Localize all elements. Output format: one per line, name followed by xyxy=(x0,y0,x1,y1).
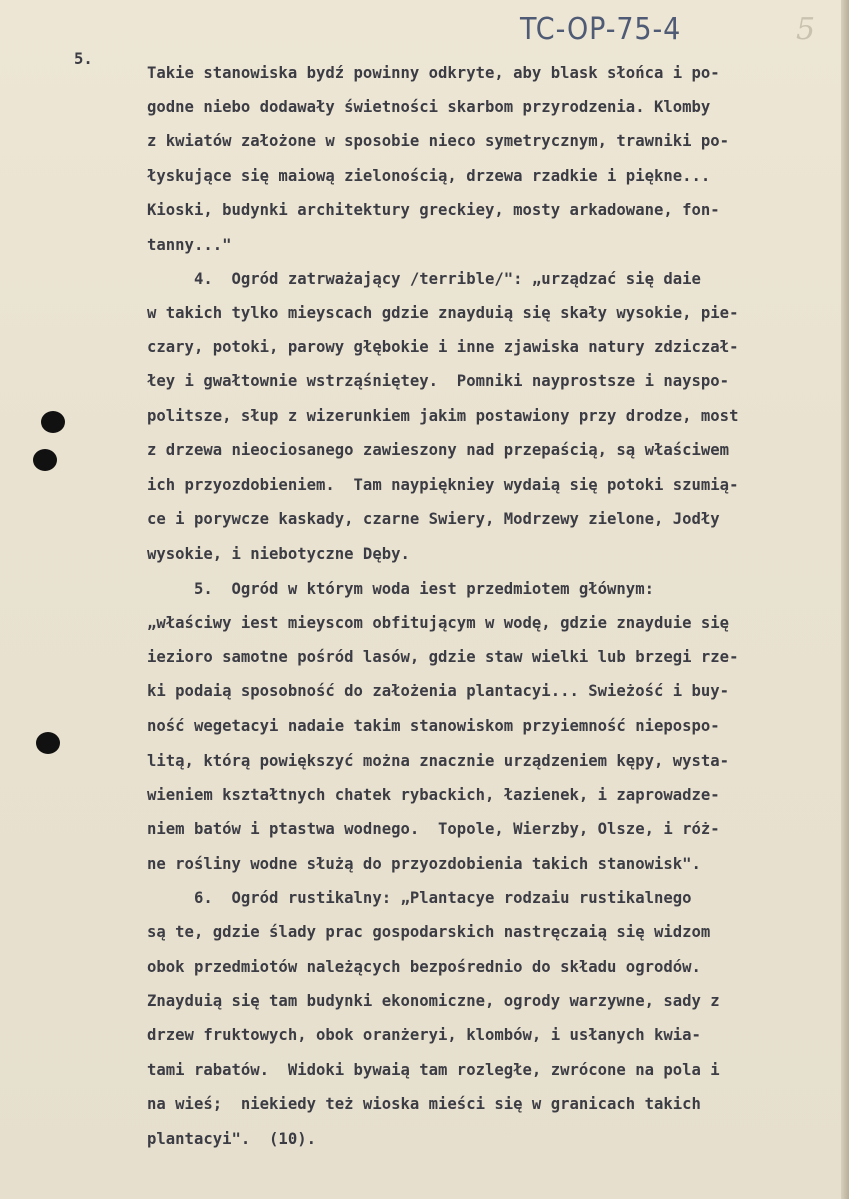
text-line: „właściwy iest mieyscom obfitującym w wodę, gdzie znayduie się xyxy=(147,614,730,632)
text-line: iezioro samotne pośród lasów, gdzie staw wielki lub brzegi rze- xyxy=(147,648,739,666)
punch-hole-bottom xyxy=(36,732,60,754)
text-line: z kwiatów założone w sposobie nieco symetrycznym, trawniki po- xyxy=(147,132,730,150)
text-line: Takie stanowiska bydź powinny odkryte, aby blask słońca i po- xyxy=(147,64,720,82)
folio-number: 5 xyxy=(796,12,816,47)
text-line: ne rośliny wodne służą do przyozdobienia takich stanowisk". xyxy=(147,855,701,873)
text-line: tanny..." xyxy=(147,236,232,254)
text-line: wieniem kształtnych chatek rybackich, łazienek, i zaprowadze- xyxy=(147,786,720,804)
punch-hole-middle xyxy=(33,449,57,471)
text-line: wysokie, i niebotyczne Dęby. xyxy=(147,545,410,563)
text-line: politsze, słup z wizerunkiem jakim postawiony przy drodze, most xyxy=(147,407,739,425)
text-line: ce i porywcze kaskady, czarne Swiery, Modrzewy zielone, Jodły xyxy=(147,510,720,528)
text-line: godne niebo dodawały świetności skarbom przyrodzenia. Klomby xyxy=(147,98,711,116)
text-line: w takich tylko mieyscach gdzie znayduią się skały wysokie, pie- xyxy=(147,304,739,322)
text-line: łyskujące się maiową zielonością, drzewa rzadkie i piękne... xyxy=(147,167,711,185)
text-line: tami rabatów. Widoki bywaią tam rozległe, zwrócone na pola i xyxy=(147,1061,720,1079)
text-line: drzew fruktowych, obok oranżeryi, klombów, i usłanych kwia- xyxy=(147,1026,701,1044)
manuscript-code: TC-OP-75-4 xyxy=(520,12,682,47)
text-line: ność wegetacyi nadaie takim stanowiskom przyiemność niepospo- xyxy=(147,717,720,735)
text-line: 4. Ogród zatrważający /terrible/": „urządzać się daie xyxy=(147,270,701,288)
text-line: ich przyozdobieniem. Tam naypiękniey wydaią się potoki szumią- xyxy=(147,476,739,494)
text-line: na wieś; niekiedy też wioska mieści się w granicach takich xyxy=(147,1095,701,1113)
text-line: 6. Ogród rustikalny: „Plantacye rodzaiu rustikalnego xyxy=(147,889,692,907)
text-line: obok przedmiotów należących bezpośrednio do składu ogrodów. xyxy=(147,958,701,976)
punch-hole-top xyxy=(41,411,65,433)
text-line: Znayduią się tam budynki ekonomiczne, ogrody warzywne, sady z xyxy=(147,992,720,1010)
text-line: ki podaią sposobność do założenia plantacyi... Swieżość i buy- xyxy=(147,682,730,700)
text-line: są te, gdzie ślady prac gospodarskich nastręczaią się widzom xyxy=(147,923,711,941)
text-line: łey i gwałtownie wstrząśniętey. Pomniki nayprostsze i nayspo- xyxy=(147,372,730,390)
page-number: 5. xyxy=(74,50,93,68)
text-line: czary, potoki, parowy głębokie i inne zjawiska natury zdziczał- xyxy=(147,338,739,356)
text-line: plantacyi". (10). xyxy=(147,1130,316,1148)
text-line: 5. Ogród w którym woda iest przedmiotem głównym: xyxy=(147,580,654,598)
text-line: Kioski, budynki architektury greckiey, mosty arkadowane, fon- xyxy=(147,201,720,219)
text-line: niem batów i ptastwa wodnego. Topole, Wierzby, Olsze, i róż- xyxy=(147,820,720,838)
text-line: litą, którą powiększyć można znacznie urządzeniem kępy, wysta- xyxy=(147,752,730,770)
text-line: z drzewa nieociosanego zawieszony nad przepaścią, są właściwem xyxy=(147,441,730,459)
